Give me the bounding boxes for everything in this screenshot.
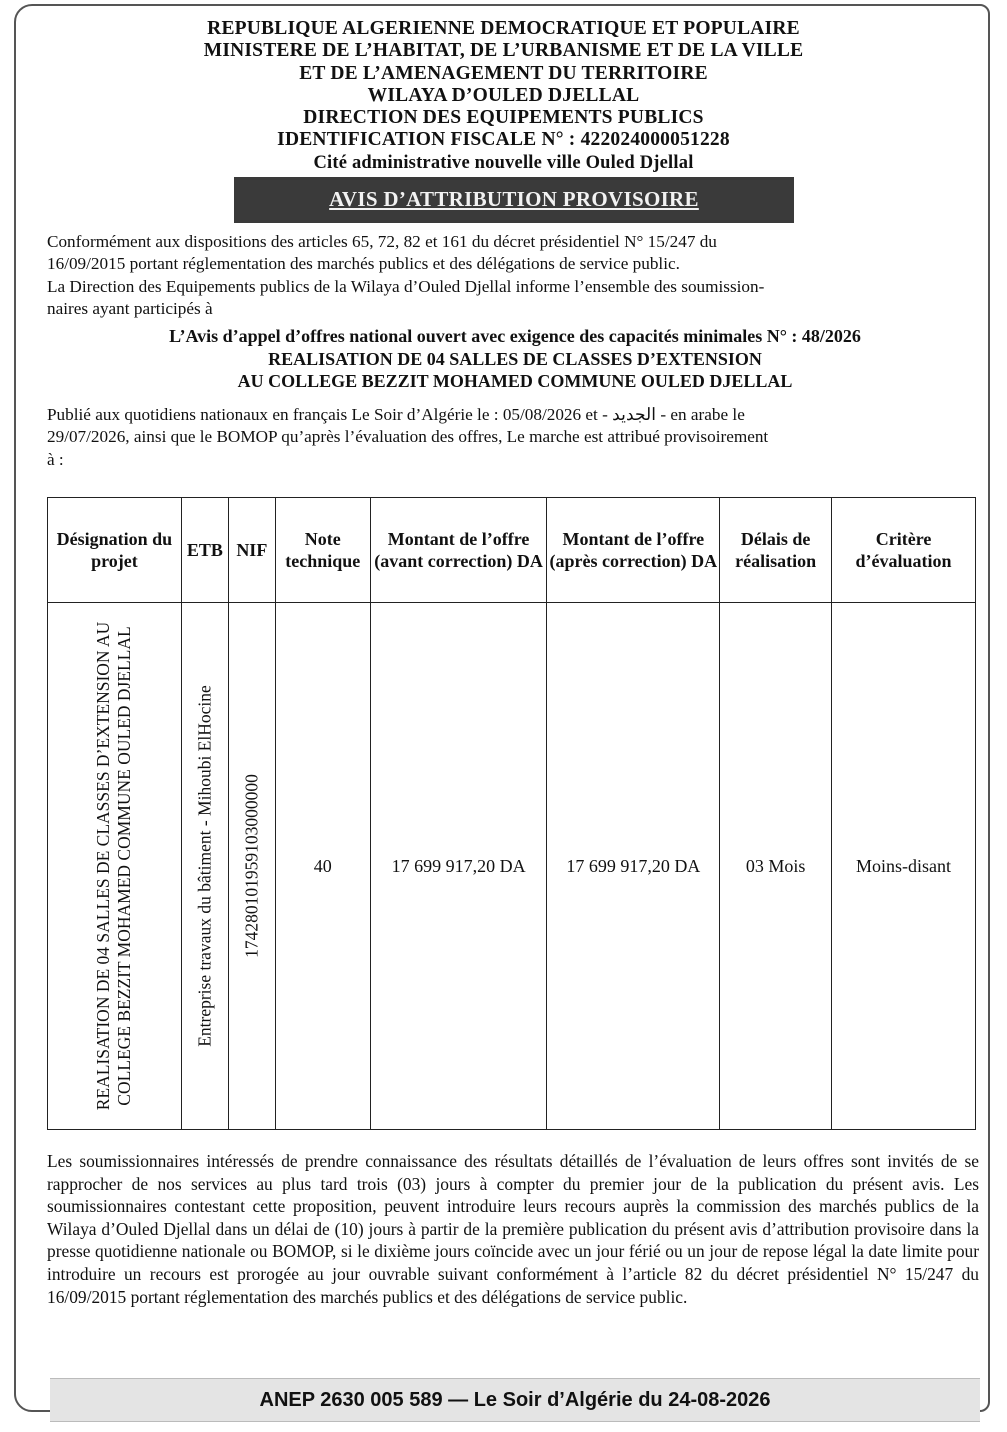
cell-amount-after: 17 699 917,20 DA — [547, 603, 720, 1130]
designation-text: REALISATION DE 04 SALLES DE CLASSES D’EXTENSION AU COLLEGE BEZZIT MOHAMED COMMUNE OULED DJELLAL — [93, 621, 135, 1111]
table-header-row — [48, 498, 976, 603]
tender-reference — [47, 325, 983, 393]
publication-line: 29/07/2026, ainsi que le BOMOP qu’après l’évaluation des offres, Le marche est attribué provisoirement — [47, 427, 769, 447]
col-header-note: Note technique — [275, 498, 370, 603]
col-header-designation: Désignation du projet — [48, 498, 182, 603]
col-header-amount-after: Montant de l’offre (après correction) DA — [547, 498, 720, 603]
intro-line: La Direction des Equipements publics de la Wilaya d’Ouled Djellal informe l’ensemble des soumission- — [47, 276, 765, 296]
closing-paragraph: Les soumissionnaires intéressés de prendre connaissance des résultats détaillés de l’évaluation de leurs offres sont invités de se rapprocher de nos services au plus tard trois (03) jours à compter du premier jour de la publication du présent avis. Les soumissionnaires contestant cette proposition, peuvent introduire leurs recours auprès la commission des marchés publics de la Wilaya d’Ouled Djellal dans un délai de (10) jours à partir de la première publication du présent avis d’attribution provisoire dans la presse quotidienne nationale ou BOMOP, si le dixième jours coïncide avec un jour férié ou un jour de repose légal la date limite pour introduire un recours est prorogée au jour ouvrable suivant conformément à l’article 82 du décret présidentiel N° 15/247 du 16/09/2015 portant réglementation des marchés publics et des délégations de service public. — [47, 1151, 979, 1307]
tender-line: REALISATION DE 04 SALLES DE CLASSES D’EXTENSION — [268, 348, 762, 369]
document-header — [0, 18, 1007, 174]
col-header-nif: NIF — [228, 498, 275, 603]
header-fiscal-id: IDENTIFICATION FISCALE N° : 422024000051228 — [277, 129, 730, 151]
col-header-amount-before: Montant de l’offre (avant correction) DA — [370, 498, 547, 603]
cell-nif — [228, 603, 275, 1130]
header-direction: DIRECTION DES EQUIPEMENTS PUBLICS — [303, 107, 704, 129]
cell-criterion: Moins-disant — [832, 603, 976, 1130]
publication-paragraph — [47, 404, 983, 471]
col-header-criterion: Critère d’évaluation — [832, 498, 976, 603]
col-header-delay: Délais de réalisation — [720, 498, 832, 603]
cell-etb — [181, 603, 228, 1130]
intro-line: 16/09/2015 portant réglementation des marchés publics et des délégations de service public. — [47, 254, 680, 274]
header-address: Cité administrative nouvelle ville Ouled Djellal — [313, 152, 694, 173]
header-ministry: MINISTERE DE L’HABITAT, DE L’URBANISME ET DE LA VILLE — [203, 40, 804, 62]
attribution-table — [47, 497, 976, 1130]
intro-line: naires ayant participés à — [47, 299, 213, 319]
intro-line: Conformément aux dispositions des articles 65, 72, 82 et 161 du décret présidentiel N° 15/247 du — [47, 232, 717, 251]
etb-text: Entreprise travaux du bâtiment - Mihoubi ElHocine — [194, 685, 215, 1047]
header-wilaya: WILAYA D’OULED DJELLAL — [367, 84, 640, 106]
publication-line: Publié aux quotidiens nationaux en français Le Soir d’Algérie le : 05/08/2026 et - الجديد - en arabe le — [47, 405, 745, 424]
publication-line: à : — [47, 449, 64, 469]
cell-note: 40 — [275, 603, 370, 1130]
cell-delay: 03 Mois — [720, 603, 832, 1130]
cell-amount-before: 17 699 917,20 DA — [370, 603, 547, 1130]
nif-text: 174280101959103000000 — [241, 774, 262, 958]
tender-line: AU COLLEGE BEZZIT MOHAMED COMMUNE OULED DJELLAL — [237, 371, 793, 391]
notice-title: AVIS D’ATTRIBUTION PROVISOIRE — [329, 187, 699, 211]
header-ministry-cont: ET DE L’AMENAGEMENT DU TERRITOIRE — [299, 62, 708, 84]
col-header-etb: ETB — [181, 498, 228, 603]
notice-title-banner — [234, 177, 794, 223]
intro-paragraph — [47, 231, 983, 321]
table-row — [48, 603, 976, 1130]
tender-line: L’Avis d’appel d’offres national ouvert avec exigence des capacités minimales N° : 48/2026 — [169, 326, 861, 346]
cell-designation — [48, 603, 182, 1130]
publication-footer — [50, 1378, 980, 1422]
header-republic: REPUBLIQUE ALGERIENNE DEMOCRATIQUE ET POPULAIRE — [207, 18, 800, 39]
footer-text: ANEP 2630 005 589 — Le Soir d’Algérie du 24-08-2026 — [259, 1389, 771, 1411]
